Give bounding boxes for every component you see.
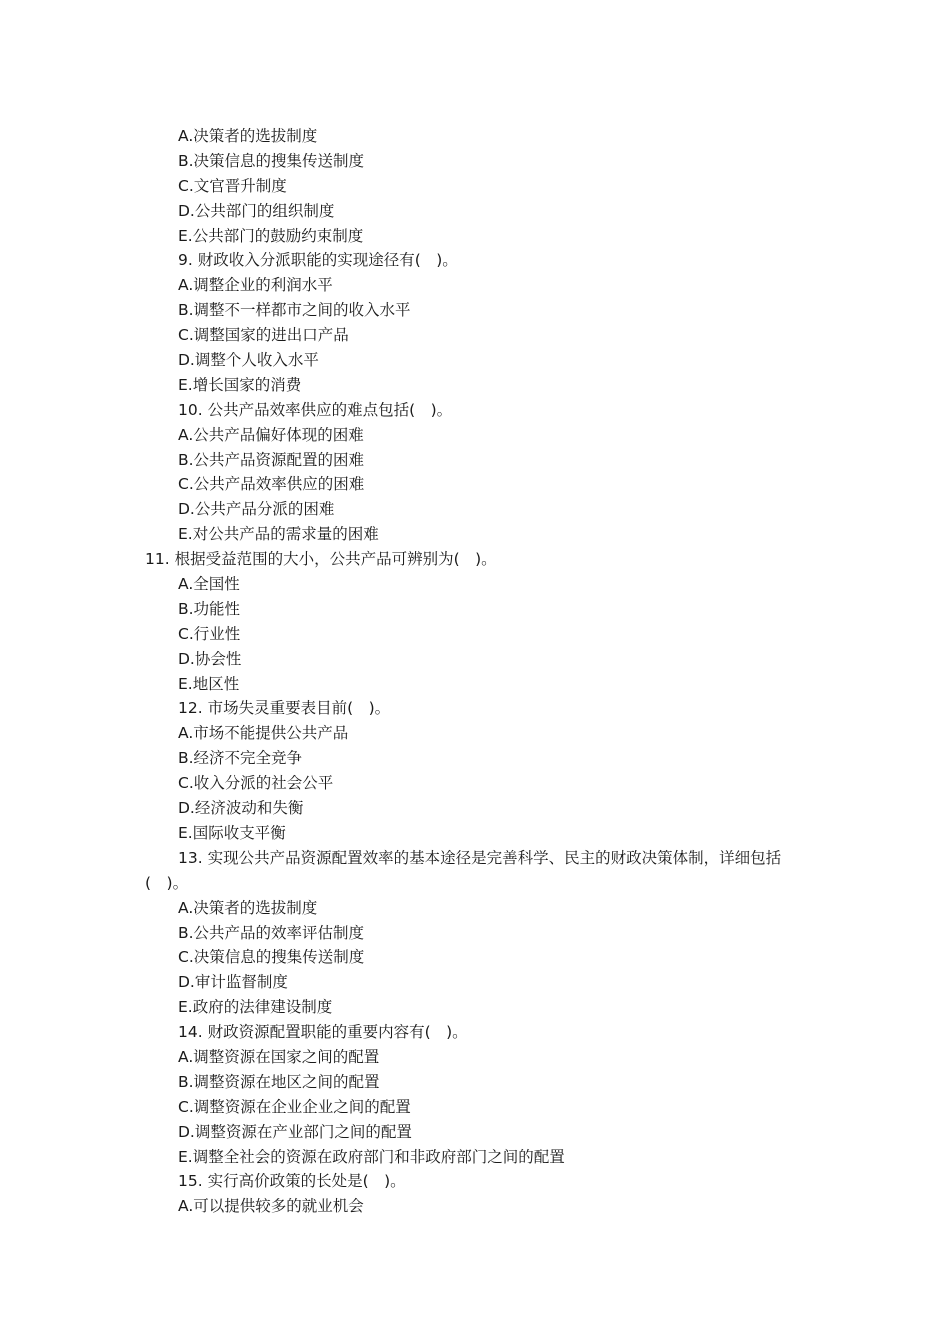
document-page xyxy=(0,124,950,1219)
answer-option: E.调整全社会的资源在政府部门和非政府部门之间的配置 xyxy=(178,1147,565,1166)
question-text: 11. 根据受益范围的大小，公共产品可辨别为( )。 xyxy=(145,550,497,569)
question-text: 15. 实行高价政策的长处是( )。 xyxy=(178,1172,406,1191)
answer-option: D.公共产品分派的困难 xyxy=(178,500,335,519)
question-text: 12. 市场失灵重要表目前( )。 xyxy=(178,699,391,718)
answer-option: A.决策者的选拔制度 xyxy=(178,127,318,145)
answer-option: C.调整资源在企业企业之间的配置 xyxy=(178,1097,411,1116)
answer-option: C.决策信息的搜集传送制度 xyxy=(178,948,365,967)
answer-option: A.可以提供较多的就业机会 xyxy=(178,1197,364,1216)
answer-option: A.全国性 xyxy=(178,575,240,594)
answer-option: C.收入分派的社会公平 xyxy=(178,774,334,793)
answer-option: B.公共产品的效率评估制度 xyxy=(178,923,365,942)
answer-option: D.协会性 xyxy=(178,649,242,668)
question-text: 9. 财政收入分派职能的实现途径有( )。 xyxy=(178,251,458,270)
answer-option: E.对公共产品的需求量的困难 xyxy=(178,525,379,544)
answer-option: A.公共产品偏好体现的困难 xyxy=(178,425,364,444)
answer-option: C.文官晋升制度 xyxy=(178,176,287,195)
answer-option: C.调整国家的进出口产品 xyxy=(178,326,349,345)
answer-option: A.调整资源在国家之间的配置 xyxy=(178,1047,380,1066)
answer-option: C.行业性 xyxy=(178,624,241,643)
answer-option: D.调整个人收入水平 xyxy=(178,351,319,370)
answer-option: E.政府的法律建设制度 xyxy=(178,998,333,1017)
answer-option: B.公共产品资源配置的困难 xyxy=(178,450,365,469)
answer-option: D.经济波动和失衡 xyxy=(178,799,304,818)
question-text: 10. 公共产品效率供应的难点包括( )。 xyxy=(178,400,453,419)
answer-option: B.调整资源在地区之间的配置 xyxy=(178,1072,380,1091)
answer-option: D.公共部门的组织制度 xyxy=(178,201,335,220)
answer-option: E.国际收支平衡 xyxy=(178,823,286,842)
question-text: 14. 财政资源配置职能的重要内容有( )。 xyxy=(178,1023,468,1042)
answer-option: A.决策者的选拔制度 xyxy=(178,898,318,917)
question-text: 13. 实现公共产品资源配置效率的基本途径是完善科学、民主的财政决策体制，详细包括( )。 xyxy=(145,848,782,892)
answer-option: E.地区性 xyxy=(178,674,240,693)
answer-option: D.审计监督制度 xyxy=(178,973,288,992)
answer-option: C.公共产品效率供应的困难 xyxy=(178,475,365,494)
answer-option: E.增长国家的消费 xyxy=(178,375,302,394)
answer-option: E.公共部门的鼓励约束制度 xyxy=(178,226,364,245)
answer-option: B.决策信息的搜集传送制度 xyxy=(178,151,365,170)
answer-option: A.市场不能提供公共产品 xyxy=(178,724,349,743)
answer-option: B.功能性 xyxy=(178,599,241,618)
answer-option: B.调整不一样都市之间的收入水平 xyxy=(178,301,411,320)
answer-option: B.经济不完全竞争 xyxy=(178,749,303,768)
answer-option: D.调整资源在产业部门之间的配置 xyxy=(178,1122,412,1141)
answer-option: A.调整企业的利润水平 xyxy=(178,276,333,295)
